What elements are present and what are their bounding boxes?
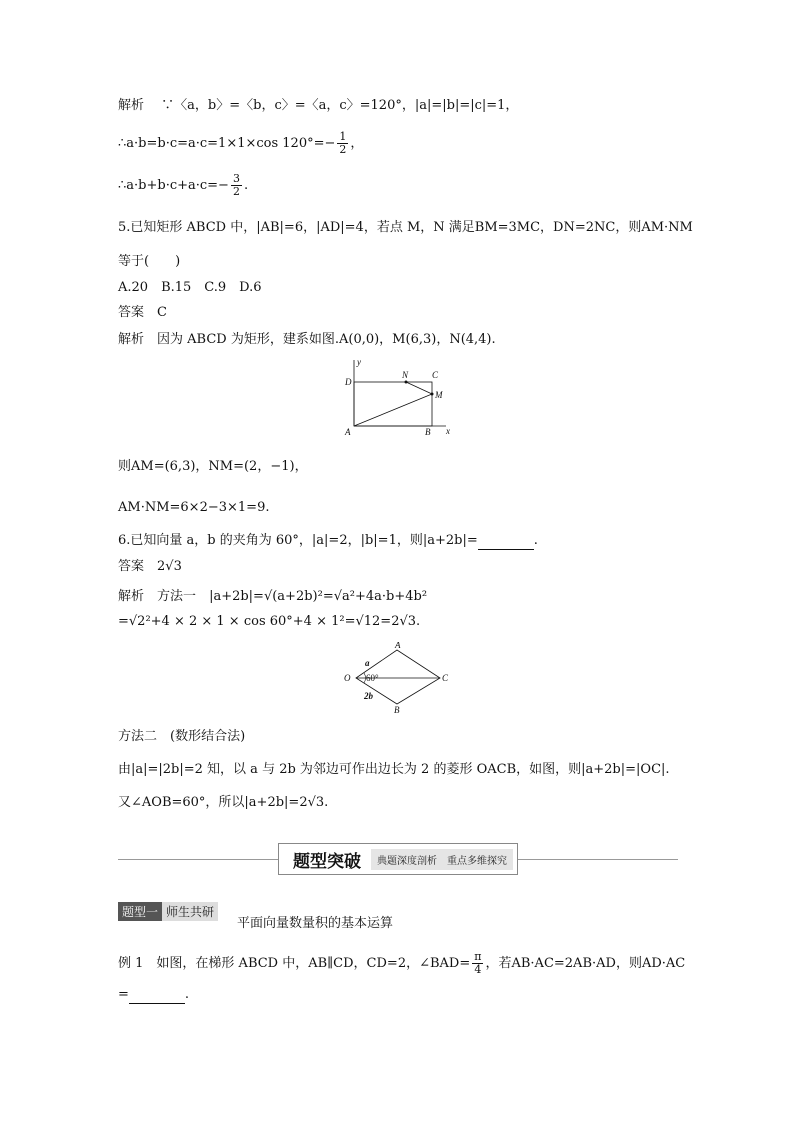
- fraction: [472, 951, 483, 976]
- label-a: A: [345, 427, 351, 437]
- q5-calc2: AM·NM=6×2−3×1=9.: [118, 500, 270, 515]
- method1-label: 方法一: [157, 589, 197, 604]
- q6-stem: [118, 532, 538, 550]
- q6-method2-line2: 又∠AOB=60°，所以|a+2b|=2√3.: [118, 795, 329, 810]
- punct: .: [243, 178, 249, 193]
- type-title: 平面向量数量积的基本运算: [237, 916, 394, 931]
- denominator: 4: [474, 963, 482, 976]
- q5-calc1: 则AM=(6,3)，NM=(2，−1)，: [118, 459, 308, 474]
- label-d: D: [345, 377, 352, 387]
- label-o: O: [344, 673, 351, 683]
- q5-stem-line2: 等于( ): [118, 254, 181, 269]
- label-vec-a: a: [365, 658, 370, 668]
- q6-method1-line2: =√2²+4 × 2 × 1 × cos 60°+4 × 1²=√12=2√3.: [118, 614, 421, 629]
- label-n: N: [402, 370, 409, 380]
- q6-method2-line1: 由|a|=|2b|=2 知，以 a 与 2b 为邻边可作出边长为 2 的菱形 OACB，如图，则|a+2b|=|OC|.: [118, 762, 670, 777]
- example-text-a: 如图，在梯形 ABCD 中，AB∥CD，CD=2，∠BAD=: [156, 956, 471, 971]
- label-angle: 60°: [366, 673, 379, 683]
- type-tag-number: 题型一: [118, 902, 162, 921]
- q5-analysis: [118, 331, 496, 349]
- label-vec-2b: 2b: [364, 691, 373, 701]
- answer-value: C: [157, 305, 167, 320]
- rhombus-figure: [340, 642, 455, 714]
- example1-line2: = .: [118, 987, 190, 1002]
- answer-label: 答案: [118, 559, 145, 574]
- label-x: x: [446, 426, 450, 436]
- section-subtitle: 典题深度剖析 重点多维探究: [371, 849, 513, 870]
- q6-method2-label: 方法二 (数形结合法): [118, 729, 246, 744]
- label-b: B: [425, 427, 431, 437]
- label-a: A: [395, 642, 401, 650]
- q6-answer: [118, 558, 182, 576]
- segment-am: [354, 394, 432, 426]
- prev-line3: ∴a·b+b·c+a·c=−: [118, 178, 229, 193]
- q5-options: A.20 B.15 C.9 D.6: [118, 280, 262, 295]
- prev-analysis-line3: [118, 173, 248, 198]
- point-n: [405, 381, 408, 384]
- fraction: [231, 173, 242, 198]
- answer-blank: [129, 1003, 185, 1004]
- fraction: [337, 131, 348, 156]
- q6-stem-text: 6.已知向量 a，b 的夹角为 60°，|a|=2，|b|=1，则|a+2b|=: [118, 533, 478, 548]
- answer-blank: [478, 549, 534, 550]
- answer-value: 2√3: [157, 559, 182, 574]
- method1-text: |a+2b|=√(a+2b)²=√a²+4a·b+4b²: [209, 589, 428, 604]
- point-m: [431, 393, 434, 396]
- q5-stem-line1: 5.已知矩形 ABCD 中，|AB|=6，|AD|=4，若点 M，N 满足BM=3MC，DN=2NC，则AM·NM: [118, 220, 693, 235]
- prev-line1: ∵〈a，b〉=〈b，c〉=〈a，c〉=120°，|a|=|b|=|c|=1，: [161, 98, 519, 113]
- punct: ，: [350, 136, 364, 151]
- answer-label: 答案: [118, 305, 145, 320]
- label-y: y: [357, 357, 361, 367]
- q6-method1-line1: [118, 588, 427, 606]
- prev-analysis-line2: [118, 131, 363, 156]
- banner-rule-right: [518, 859, 678, 860]
- example-equals: =: [118, 987, 129, 1002]
- type-tag-mode: 师生共研: [162, 902, 218, 921]
- denominator: 2: [339, 143, 347, 156]
- example-text-b: ，若AB·AC=2AB·AD，则AD·AC: [485, 956, 686, 971]
- numerator: π: [474, 950, 482, 963]
- punct: .: [533, 533, 538, 548]
- label-b: B: [394, 705, 400, 714]
- denominator: 2: [232, 185, 240, 198]
- analysis-label: 解析: [118, 589, 145, 604]
- prev-line2: ∴a·b=b·c=a·c=1×1×cos 120°=−: [118, 136, 336, 151]
- label-m: M: [435, 390, 443, 400]
- numerator: 3: [232, 172, 240, 185]
- analysis-text: 因为 ABCD 为矩形，建系如图.A(0,0)，M(6,3)，N(4,4).: [157, 332, 496, 347]
- banner-rule-left: [118, 859, 278, 860]
- analysis-label: 解析: [118, 332, 145, 347]
- prev-analysis-line1: [118, 97, 518, 115]
- section-banner: [278, 843, 518, 875]
- label-c: C: [442, 673, 449, 683]
- label-c: C: [432, 370, 439, 380]
- analysis-label: 解析: [118, 98, 145, 113]
- q5-answer: [118, 304, 167, 322]
- section-title: 题型突破: [293, 851, 361, 872]
- example1-line1: [118, 951, 685, 976]
- segment-nm: [406, 382, 432, 394]
- numerator: 1: [339, 130, 347, 143]
- rectangle-figure: [340, 356, 460, 441]
- type-tag: [118, 902, 218, 921]
- example-label: 例 1: [118, 956, 144, 971]
